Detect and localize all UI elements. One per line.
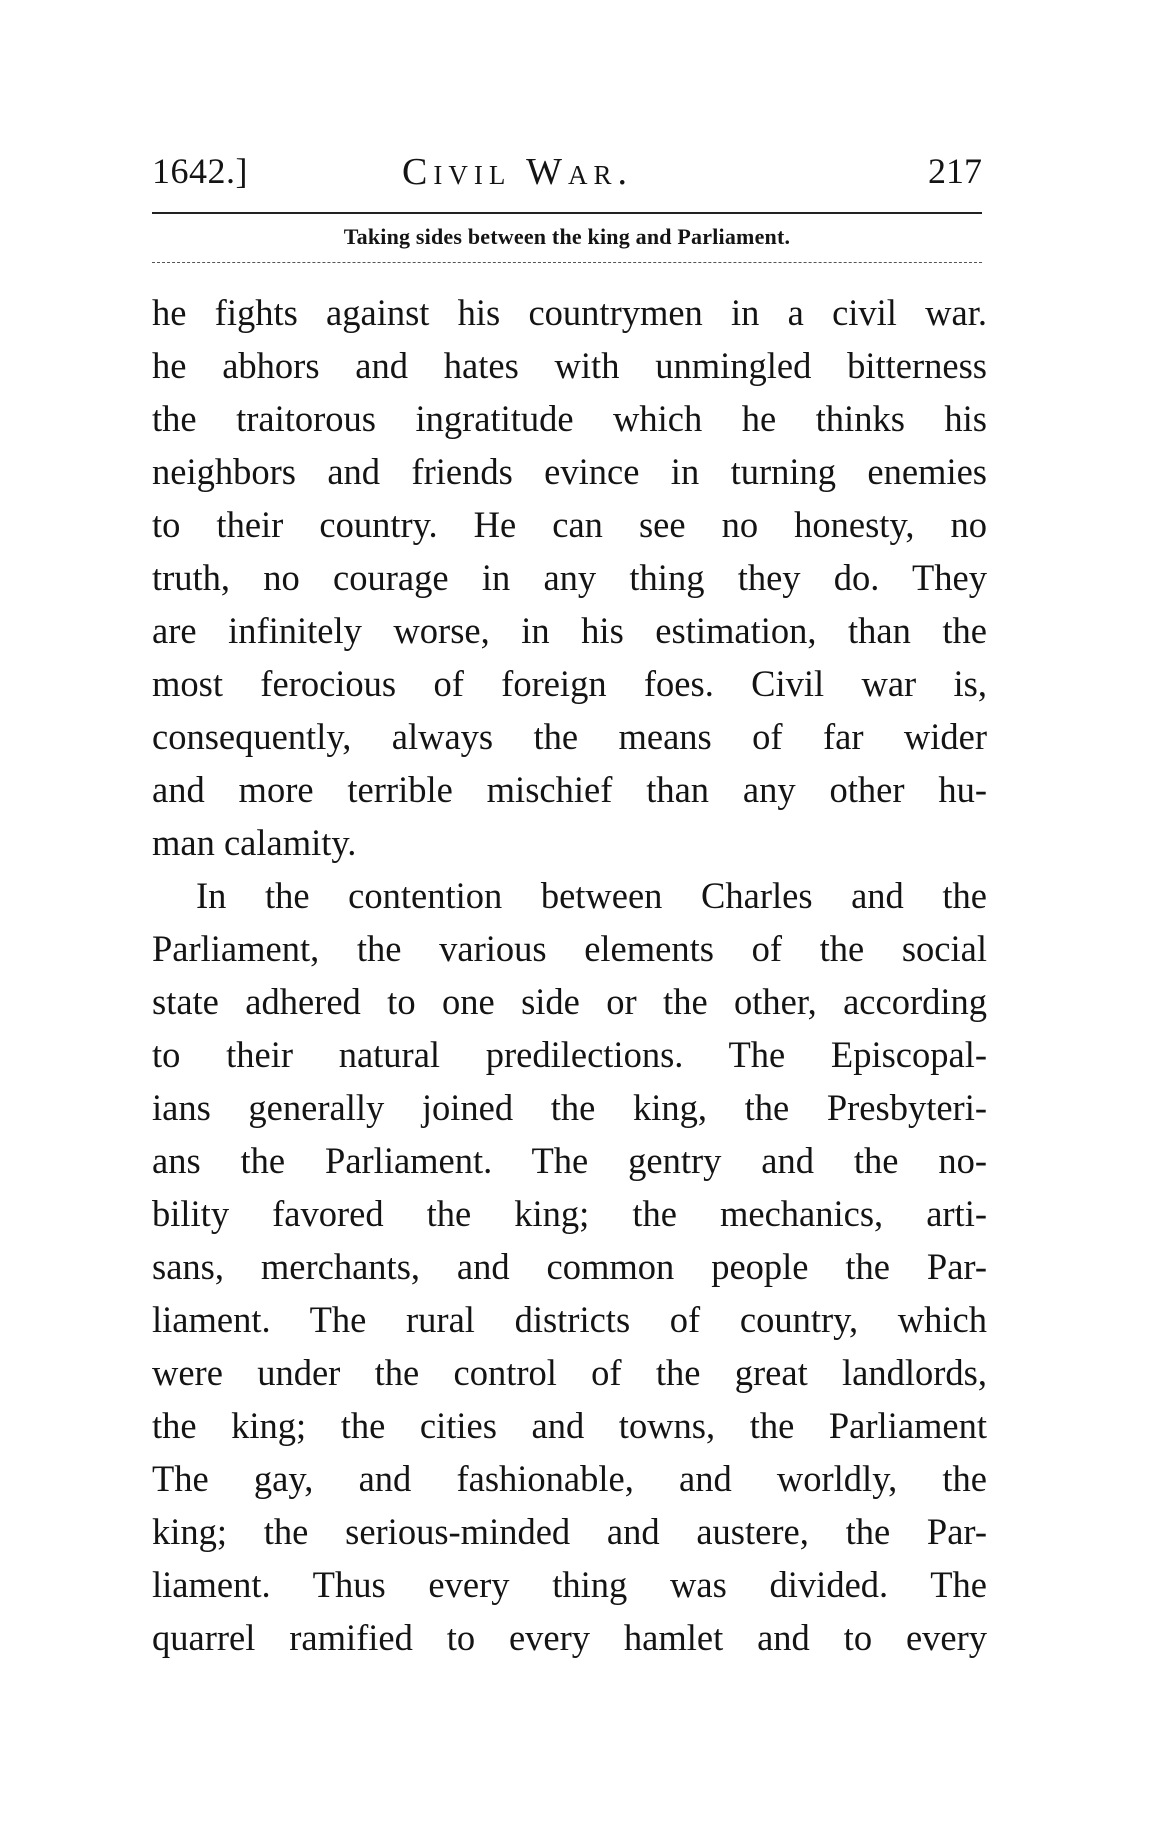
- text-line: liament. Thus every thing was divided. The: [152, 1564, 987, 1605]
- text-line: were under the control of the great landlords,: [152, 1352, 987, 1393]
- body-text: [152, 286, 987, 1664]
- text-line: truth, no courage in any thing they do. They: [152, 557, 987, 598]
- text-line: man calamity.: [152, 822, 357, 863]
- text-line: The gay, and fashionable, and worldly, the: [152, 1458, 987, 1499]
- text-line: state adhered to one side or the other, according: [152, 981, 987, 1022]
- subtitle-rule: [152, 262, 982, 263]
- text-line: he abhors and hates with unmingled bitterness: [152, 345, 987, 386]
- text-line: Parliament, the various elements of the social: [152, 928, 987, 969]
- text-line: king; the serious-minded and austere, the Par-: [152, 1511, 987, 1552]
- text-line: the traitorous ingratitude which he thinks his: [152, 398, 987, 439]
- text-line: ans the Parliament. The gentry and the no-: [152, 1140, 987, 1181]
- text-line: he fights against his countrymen in a civil war.: [152, 292, 987, 333]
- text-line: bility favored the king; the mechanics, arti-: [152, 1193, 987, 1234]
- text-line: consequently, always the means of far wider: [152, 716, 987, 757]
- text-line: most ferocious of foreign foes. Civil war is,: [152, 663, 987, 704]
- running-header: [152, 150, 982, 198]
- paragraph-2: [152, 869, 987, 1664]
- header-year: 1642.]: [152, 151, 248, 191]
- text-line: neighbors and friends evince in turning enemies: [152, 451, 987, 492]
- text-line: to their country. He can see no honesty, no: [152, 504, 987, 545]
- text-line: to their natural predilections. The Episcopal-: [152, 1034, 987, 1075]
- header-rule: [152, 212, 982, 214]
- text-line: and more terrible mischief than any other hu-: [152, 769, 987, 810]
- header-title: Civil War.: [402, 151, 634, 193]
- text-line: sans, merchants, and common people the Par-: [152, 1246, 987, 1287]
- paragraph-1: [152, 286, 987, 869]
- text-line: quarrel ramified to every hamlet and to every: [152, 1617, 987, 1658]
- text-line: liament. The rural districts of country, which: [152, 1299, 987, 1340]
- text-line: the king; the cities and towns, the Parliament: [152, 1405, 987, 1446]
- text-line: In the contention between Charles and the: [196, 875, 987, 916]
- text-line: are infinitely worse, in his estimation, than the: [152, 610, 987, 651]
- page-number: 217: [928, 151, 982, 191]
- text-line: ians generally joined the king, the Presbyteri-: [152, 1087, 987, 1128]
- section-subtitle: Taking sides between the king and Parliament.: [343, 224, 791, 249]
